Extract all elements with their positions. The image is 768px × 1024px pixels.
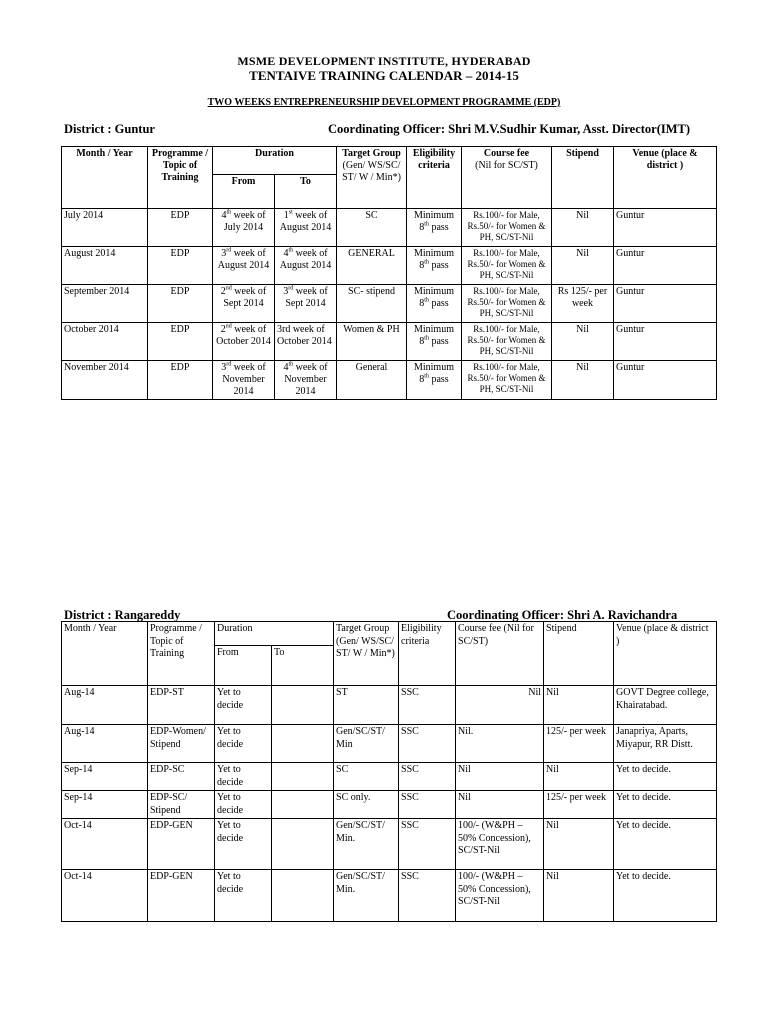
coordinating-officer-rangareddy: Coordinating Officer: Shri A. Ravichandra [447, 608, 678, 622]
coordinating-officer-guntur: Coordinating Officer: Shri M.V.Sudhir Kumar, Asst. Director(IMT) [328, 122, 691, 136]
cell-stipend: Nil [544, 686, 614, 725]
cell-target: SC [334, 763, 399, 791]
cell-to [275, 323, 337, 361]
elig-pass: pass [428, 260, 449, 271]
cell-eligibility [407, 209, 462, 247]
elig-pass: pass [428, 336, 449, 347]
cell-target: Women & PH [337, 323, 407, 361]
table-row [62, 791, 717, 819]
header-month: Month / Year [62, 622, 148, 686]
cell-stipend: 125/- per week [544, 791, 614, 819]
cell-stipend: Nil [552, 361, 614, 400]
cell-from: Yet to decide [215, 686, 272, 725]
cell-stipend: Nil [552, 247, 614, 285]
to-suffix: th [288, 361, 294, 368]
table-row [62, 725, 717, 763]
to-text: week of August 2014 [279, 210, 332, 233]
header-to: To [275, 175, 337, 209]
cell-to [275, 285, 337, 323]
cell-eligibility: SSC [399, 763, 456, 791]
district-guntur: District : Guntur [64, 122, 155, 136]
cell-to [275, 247, 337, 285]
cell-target: SC only. [334, 791, 399, 819]
header-eligibility: Eligibility criteria [407, 147, 462, 209]
cell-fee: Rs.100/- for Male, Rs.50/- for Women & PH, SC/ST-Nil [462, 247, 552, 285]
rangareddy-table [61, 621, 717, 922]
cell-programme: EDP-Women/ Stipend [148, 725, 215, 763]
cell-month: November 2014 [62, 361, 148, 400]
cell-target: SC [337, 209, 407, 247]
cell-to [272, 870, 334, 922]
cell-stipend: Nil [544, 870, 614, 922]
to-text: week of Sept 2014 [285, 286, 328, 309]
header-fee [462, 147, 552, 209]
cell-to [272, 819, 334, 870]
cell-stipend: Nil [544, 819, 614, 870]
cell-to [275, 209, 337, 247]
calendar-title: TENTAIVE TRAINING CALENDAR – 2014-15 [249, 68, 519, 83]
cell-fee: Rs.100/- for Male, Rs.50/- for Women & PH, SC/ST-Nil [462, 285, 552, 323]
from-num: 2 [220, 324, 226, 335]
cell-venue: Guntur [614, 285, 717, 323]
elig-suffix: th [424, 221, 429, 228]
cell-to [275, 361, 337, 400]
cell-from [213, 285, 275, 323]
cell-eligibility: SSC [399, 686, 456, 725]
cell-target: Gen/SC/ST/ Min. [334, 870, 399, 922]
cell-eligibility [407, 247, 462, 285]
cell-from [213, 323, 275, 361]
cell-programme: EDP-GEN [148, 870, 215, 922]
header-target: Target Group (Gen/ WS/SC/ ST/ W / Min*) [334, 622, 399, 686]
elig-suffix: th [424, 373, 429, 380]
to-num: 3 [283, 286, 289, 297]
cell-eligibility: SSC [399, 870, 456, 922]
cell-target: General [337, 361, 407, 400]
table-row [62, 763, 717, 791]
cell-from: Yet to decide [215, 725, 272, 763]
cell-month: September 2014 [62, 285, 148, 323]
cell-venue: Guntur [614, 247, 717, 285]
cell-stipend: Nil [552, 323, 614, 361]
to-num: 1 [283, 210, 289, 221]
cell-target: ST [334, 686, 399, 725]
header-eligibility: Eligibility criteria [399, 622, 456, 686]
header-target-sub: (Gen/ WS/SC/ ST/ W / Min*) [342, 160, 401, 183]
header-venue: Venue (place & district ) [614, 622, 717, 686]
cell-target: GENERAL [337, 247, 407, 285]
header-from: From [215, 646, 272, 686]
cell-venue: Guntur [614, 323, 717, 361]
cell-eligibility: SSC [399, 791, 456, 819]
cell-programme: EDP-GEN [148, 819, 215, 870]
to-text: 3rd week of October 2014 [277, 324, 332, 347]
cell-programme: EDP [148, 247, 213, 285]
header-target-label: Target Group [342, 148, 401, 159]
from-num: 3 [221, 362, 227, 373]
cell-stipend: Rs 125/- per week [552, 285, 614, 323]
cell-programme: EDP [148, 209, 213, 247]
cell-target: SC- stipend [337, 285, 407, 323]
to-num: 4 [283, 362, 289, 373]
from-text: week of November 2014 [222, 362, 266, 397]
elig-suffix: th [424, 335, 429, 342]
cell-venue: Guntur [614, 209, 717, 247]
institute-title: MSME DEVELOPMENT INSTITUTE, HYDERABAD [237, 54, 531, 68]
from-suffix: nd [225, 323, 232, 330]
header-target [337, 147, 407, 209]
cell-programme: EDP-SC/ Stipend [148, 791, 215, 819]
cell-venue: Yet to decide. [614, 791, 717, 819]
elig-text: Minimum 8 [413, 248, 454, 271]
elig-suffix: th [424, 297, 429, 304]
from-text: week of August 2014 [217, 248, 270, 271]
cell-eligibility: SSC [399, 725, 456, 763]
cell-venue: Yet to decide. [614, 819, 717, 870]
table-row [62, 209, 717, 247]
from-suffix: th [226, 209, 232, 216]
from-suffix: rd [226, 247, 232, 254]
from-text: week of July 2014 [223, 210, 266, 233]
guntur-table [61, 146, 717, 400]
header-stipend: Stipend [552, 147, 614, 209]
table-row [62, 285, 717, 323]
cell-fee: Rs.100/- for Male, Rs.50/- for Women & PH, SC/ST-Nil [462, 361, 552, 400]
elig-text: Minimum 8 [413, 362, 454, 385]
elig-pass: pass [428, 222, 449, 233]
header-from: From [213, 175, 275, 209]
cell-programme: EDP [148, 285, 213, 323]
cell-from: Yet to decide [215, 819, 272, 870]
header-stipend: Stipend [544, 622, 614, 686]
cell-venue: Yet to decide. [614, 870, 717, 922]
elig-pass: pass [428, 298, 449, 309]
from-suffix: rd [226, 361, 232, 368]
to-suffix: st [288, 209, 293, 216]
from-text: week of October 2014 [216, 324, 271, 347]
to-suffix: rd [288, 285, 294, 292]
table-row [62, 247, 717, 285]
header-fee-label: Course fee [483, 148, 530, 159]
cell-from [213, 247, 275, 285]
elig-text: Minimum 8 [413, 324, 454, 347]
cell-from: Yet to decide [215, 870, 272, 922]
cell-eligibility: SSC [399, 819, 456, 870]
elig-text: Minimum 8 [413, 210, 454, 233]
cell-venue: Janapriya, Aparts, Miyapur, RR Distt. [614, 725, 717, 763]
cell-to [272, 763, 334, 791]
header-venue: Venue (place & district ) [614, 147, 717, 209]
to-num: 4 [283, 248, 289, 259]
cell-month: October 2014 [62, 323, 148, 361]
table-row [62, 870, 717, 922]
header-fee: Course fee (Nil for SC/ST) [456, 622, 544, 686]
cell-month: August 2014 [62, 247, 148, 285]
cell-target: Gen/SC/ST/ Min [334, 725, 399, 763]
elig-text: Minimum 8 [413, 286, 454, 309]
cell-stipend: 125/- per week [544, 725, 614, 763]
cell-fee: 100/- (W&PH – 50% Concession), SC/ST-Nil [456, 819, 544, 870]
from-num: 3 [221, 248, 227, 259]
from-text: week of Sept 2014 [223, 286, 267, 309]
cell-programme: EDP [148, 361, 213, 400]
cell-stipend: Nil [544, 763, 614, 791]
cell-fee: Nil [456, 686, 544, 725]
from-suffix: nd [225, 285, 232, 292]
cell-to [272, 791, 334, 819]
header-duration: Duration [215, 622, 334, 646]
header-month: Month / Year [62, 147, 148, 209]
cell-eligibility [407, 285, 462, 323]
district-rangareddy: District : Rangareddy [64, 608, 181, 622]
to-text: week of August 2014 [279, 248, 332, 271]
from-num: 2 [220, 286, 226, 297]
cell-month: Oct-14 [62, 819, 148, 870]
cell-to [272, 725, 334, 763]
cell-fee: 100/- (W&PH – 50% Concession), SC/ST-Nil [456, 870, 544, 922]
header-duration: Duration [213, 147, 337, 175]
cell-from: Yet to decide [215, 763, 272, 791]
elig-pass: pass [428, 374, 449, 385]
cell-month: Sep-14 [62, 763, 148, 791]
cell-fee: Rs.100/- for Male, Rs.50/- for Women & PH, SC/ST-Nil [462, 323, 552, 361]
cell-eligibility [407, 323, 462, 361]
cell-from [213, 209, 275, 247]
cell-eligibility [407, 361, 462, 400]
cell-month: Aug-14 [62, 725, 148, 763]
cell-fee: Nil [456, 791, 544, 819]
cell-month: Aug-14 [62, 686, 148, 725]
cell-to [272, 686, 334, 725]
to-suffix: th [288, 247, 294, 254]
cell-from [213, 361, 275, 400]
cell-from: Yet to decide [215, 791, 272, 819]
cell-venue: GOVT Degree college, Khairatabad. [614, 686, 717, 725]
cell-fee: Nil. [456, 725, 544, 763]
header-programme: Programme / Topic of Training [148, 622, 215, 686]
cell-programme: EDP [148, 323, 213, 361]
table-row [62, 323, 717, 361]
header-fee-sub: (Nil for SC/ST) [475, 160, 538, 171]
elig-suffix: th [424, 259, 429, 266]
table-row [62, 686, 717, 725]
table-row [62, 819, 717, 870]
cell-programme: EDP-ST [148, 686, 215, 725]
cell-venue: Yet to decide. [614, 763, 717, 791]
programme-title: TWO WEEKS ENTREPRENEURSHIP DEVELOPMENT PROGRAMME (EDP) [207, 97, 561, 108]
from-num: 4 [221, 210, 227, 221]
header-to: To [272, 646, 334, 686]
cell-venue: Guntur [614, 361, 717, 400]
cell-month: July 2014 [62, 209, 148, 247]
to-text: week of November 2014 [284, 362, 328, 397]
cell-fee: Rs.100/- for Male, Rs.50/- for Women & PH, SC/ST-Nil [462, 209, 552, 247]
cell-programme: EDP-SC [148, 763, 215, 791]
header-programme: Programme / Topic of Training [148, 147, 213, 209]
cell-stipend: Nil [552, 209, 614, 247]
cell-target: Gen/SC/ST/ Min. [334, 819, 399, 870]
cell-month: Oct-14 [62, 870, 148, 922]
cell-fee: Nil [456, 763, 544, 791]
table-row [62, 361, 717, 400]
cell-month: Sep-14 [62, 791, 148, 819]
